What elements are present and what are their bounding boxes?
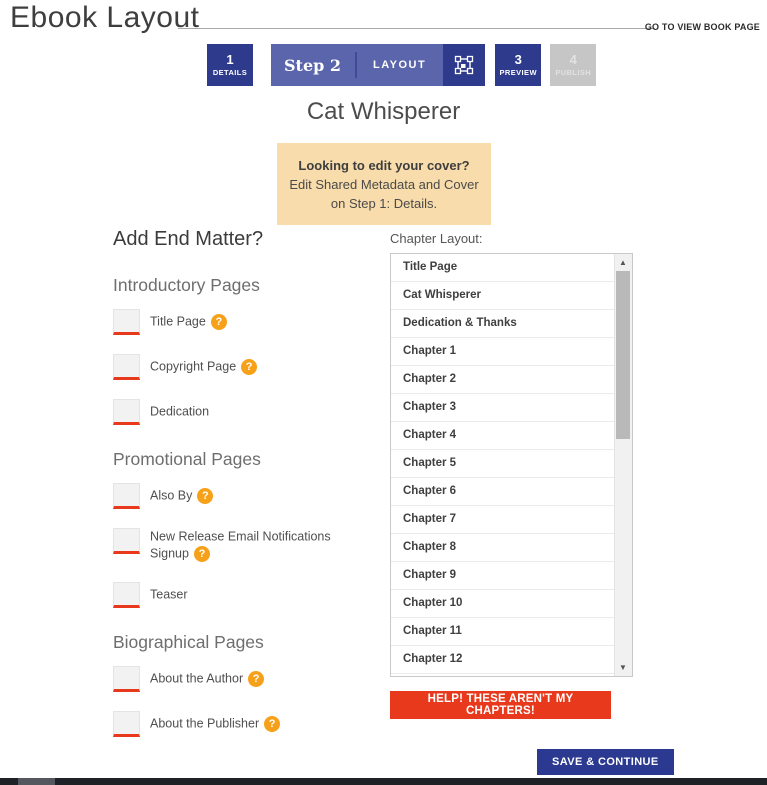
chapter-list: [390, 253, 633, 677]
save-and-continue-button[interactable]: SAVE & CONTINUE: [537, 749, 674, 775]
checkbox-label: Dedication: [150, 404, 210, 419]
chapter-list-item[interactable]: Chapter 1: [391, 338, 615, 366]
chapter-layout-panel: [390, 231, 633, 719]
scrollbar-thumb[interactable]: [616, 271, 630, 439]
chapter-layout-label: Chapter Layout:: [390, 231, 483, 246]
row-dedication: [113, 399, 385, 425]
row-copyright-page: [113, 354, 385, 380]
help-icon[interactable]: ?: [241, 359, 257, 375]
title-page-checkbox[interactable]: [113, 309, 140, 335]
step-2-layout-current[interactable]: [271, 44, 485, 86]
help-icon[interactable]: ?: [194, 546, 210, 562]
scroll-up-arrow-icon[interactable]: ▲: [619, 258, 627, 267]
checkbox-label: New Release Email Notifications Signup: [150, 529, 331, 561]
checkbox-label: About the Publisher: [150, 716, 260, 731]
chapter-list-item[interactable]: Chapter 10: [391, 590, 615, 618]
about-publisher-checkbox[interactable]: [113, 711, 140, 737]
row-title-page: [113, 309, 385, 335]
copyright-page-checkbox[interactable]: [113, 354, 140, 380]
chapter-list-item[interactable]: Chapter 9: [391, 562, 615, 590]
book-title: Cat Whisperer: [306, 98, 461, 125]
chapter-list-item[interactable]: Chapter 6: [391, 478, 615, 506]
teaser-checkbox[interactable]: [113, 582, 140, 608]
end-matter-panel: [113, 228, 385, 756]
help-icon[interactable]: ?: [197, 488, 213, 504]
header-divider: [178, 28, 655, 29]
cover-edit-notice: [277, 143, 491, 225]
chapter-list-item[interactable]: Chapter 7: [391, 506, 615, 534]
help-icon[interactable]: ?: [211, 314, 227, 330]
horizontal-scrollbar-track[interactable]: [0, 778, 767, 785]
row-about-the-author: [113, 666, 385, 692]
step-wizard: [207, 44, 596, 86]
step-1-details[interactable]: [207, 44, 253, 86]
step-label: LAYOUT: [373, 59, 427, 71]
section-introductory-pages: Introductory Pages: [113, 275, 260, 295]
step-number: 3: [514, 52, 522, 67]
dedication-checkbox[interactable]: [113, 399, 140, 425]
help-icon[interactable]: ?: [248, 671, 264, 687]
step-number: 4: [569, 52, 577, 67]
end-matter-heading: Add End Matter?: [113, 228, 264, 250]
chapter-list-item[interactable]: Chapter 4: [391, 422, 615, 450]
horizontal-scrollbar-thumb[interactable]: [18, 778, 55, 785]
row-new-release-signup: [113, 528, 385, 563]
checkbox-label: Title Page: [150, 314, 206, 329]
checkbox-label: Also By: [150, 488, 193, 503]
chapter-list-item[interactable]: Chapter 8: [391, 534, 615, 562]
notice-line2: on Step 1: Details.: [330, 196, 438, 211]
chapter-list-item[interactable]: Dedication & Thanks: [391, 310, 615, 338]
step-label: DETAILS: [212, 68, 248, 77]
row-also-by: [113, 483, 385, 509]
checkbox-label: Copyright Page: [150, 359, 237, 374]
step-label: PREVIEW: [499, 68, 537, 77]
chapter-list-item[interactable]: Chapter 3: [391, 394, 615, 422]
checkbox-label: Teaser: [150, 587, 188, 602]
chapter-list-scrollbar[interactable]: [614, 254, 632, 676]
row-teaser: [113, 582, 385, 608]
chapter-list-item[interactable]: Title Page: [391, 254, 615, 282]
step-number: 1: [226, 52, 234, 67]
chapter-list-item[interactable]: Cat Whisperer: [391, 282, 615, 310]
step-label: PUBLISH: [555, 68, 592, 77]
help-wrong-chapters-button[interactable]: HELP! THESE AREN'T MY CHAPTERS!: [390, 691, 611, 719]
notice-line1: Edit Shared Metadata and Cover: [289, 177, 479, 192]
step-3-preview[interactable]: [495, 44, 541, 86]
go-to-view-book-page-link[interactable]: GO TO VIEW BOOK PAGE: [644, 22, 760, 32]
row-about-the-publisher: [113, 711, 385, 737]
section-biographical-pages: Biographical Pages: [113, 631, 264, 652]
notice-title: Looking to edit your cover?: [298, 158, 470, 173]
checkbox-label: About the Author: [150, 671, 244, 686]
section-promotional-pages: Promotional Pages: [113, 449, 261, 469]
step-2-prefix: Step 2: [284, 55, 342, 75]
layout-frame-icon: [443, 44, 485, 86]
chapter-list-item[interactable]: Chapter 5: [391, 450, 615, 478]
chapter-list-item[interactable]: Chapter 2: [391, 366, 615, 394]
also-by-checkbox[interactable]: [113, 483, 140, 509]
step-4-publish-disabled: [550, 44, 596, 86]
about-author-checkbox[interactable]: [113, 666, 140, 692]
new-release-signup-checkbox[interactable]: [113, 528, 140, 554]
chapter-list-item[interactable]: Chapter 11: [391, 618, 615, 646]
scroll-down-arrow-icon[interactable]: ▼: [619, 663, 627, 672]
page-title: Ebook Layout: [10, 1, 200, 34]
chapter-list-item[interactable]: Chapter 12: [391, 646, 615, 674]
help-icon[interactable]: ?: [264, 716, 280, 732]
